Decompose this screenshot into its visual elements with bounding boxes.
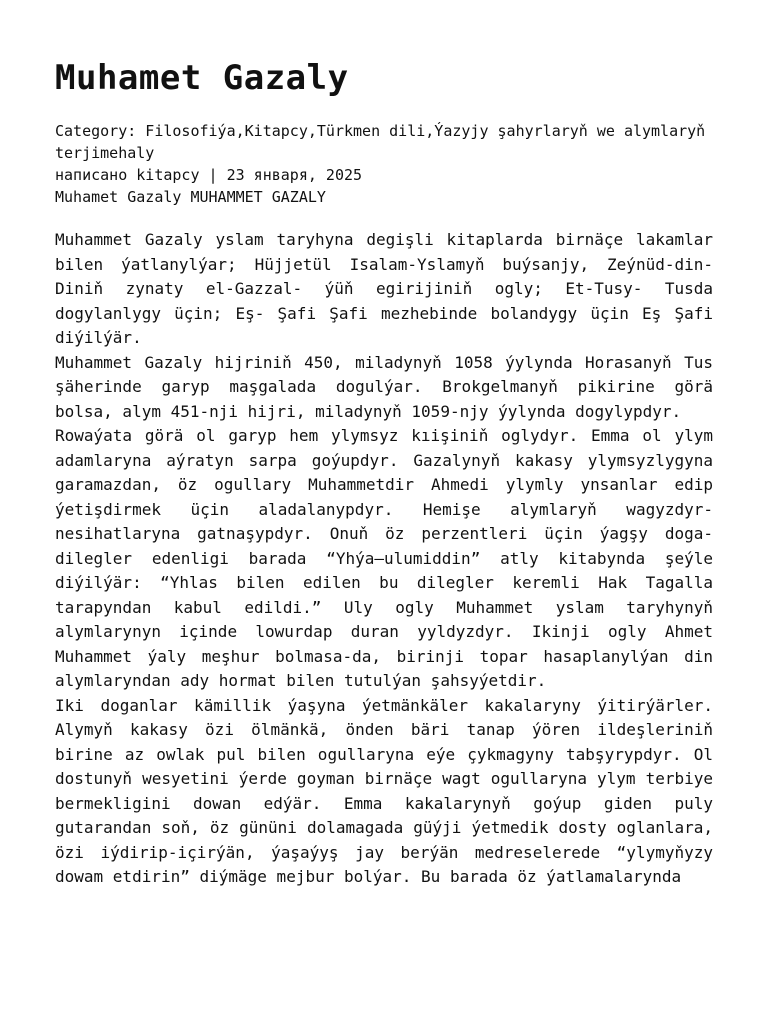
paragraph: Muhammet Gazaly hijriniň 450, miladynyň 1058 ýylynda Horasanyň Tus şäherinde garyp maşgalada dogulýar. Brokgelmanyň pikirine görä bolsa, alym 451-nji hijri, miladynyň 1059-njy ýylynda dogylypdyr. [55,352,713,421]
paragraph: Iki doganlar kämillik ýaşyna ýetmänkäler kakalaryny ýitirýärler. Alymyň kakasy özi ölmänkä, önden bäri tanap ýören ildeşleriniň birine az owlak pul bilen ogullaryna eýe çykmagyny tabşyrypdyr. Ol dostunyň wesyetini ýerde goyman birnäçe wagt ogullaryna ylym terbiye bermekligini dowan edýär. Emma kakalarynyň goýup giden puly gutarandan soň, öz gününi dolamagada güýji ýetmedik dosty oglanlara, özi iýdirip-içirýän, ýaşaýyş jay berýän medreselerede “ylymyňyzy dowam etdirin” diýmäge mejbur bolýar. Bu barada öz ýatlamalarynda [55,695,713,886]
article-title: Muhamet Gazaly [55,58,349,98]
paragraph: Rowaýata görä ol garyp hem ylymsyz kıişiniň oglydyr. Emma ol ylym adamlaryna aýratyn sarpa goýupdyr. Gazalynyň kakasy ylymsyzlygyna garamazdan, öz ogullary Muhammetdir Ahmedi ylymly ynsanlar edip ýetişdirmek üçin aladalanypdyr. Hemişe alymlaryň wagyzdyr-nesihatlaryna gatnaşypdyr. Onuň öz perzentleri üçin ýagşy doga-dilegler edenligi barada “Yhýa–ulumiddin” atly kitabynda şeýle diýilýär: “Yhlas bilen edilen bu dilegler keremli Hak Tagalla tarapyndan kabul edildi.” Uly ogly Muhammet yslam taryhynyň alymlarynyn içinde lowurdap duran yyldyzdyr. Ikinji ogly Ahmet Muhammet ýaly meşhur bolmasa-da, birinji topar hasaplanylýan din alymlaryndan ady hormat bilen tutulýan şahsyýetdir. [55,426,713,690]
article-subtitle: Muhamet Gazaly MUHAMMET GAZALY [55,188,326,206]
category-line: Category: Filosofiýa,Kitapcy,Türkmen dili,Ýazyjy şahyrlaryň we alymlaryň terjimehaly [55,122,706,162]
paragraph: Muhammet Gazaly yslam taryhyna degişli kitaplarda birnäçe lakamlar bilen ýatlanylýar; Hüjjetül Isalam-Yslamyň buýsanjy, Zeýnüd-din- Diniň zynaty el-Gazzal- ýüň egirijiniň ogly; Et-Tusy- Tusda dogylanlygy üçin; Eş- Şafi Şafi mezhebinde bolandygy üçin Eş Şafi diýilýär. [55,230,713,347]
article-body [55,228,713,890]
byline: написано kitapcy | 23 января, 2025 [55,166,363,184]
article-meta [55,120,713,208]
article [55,0,713,890]
